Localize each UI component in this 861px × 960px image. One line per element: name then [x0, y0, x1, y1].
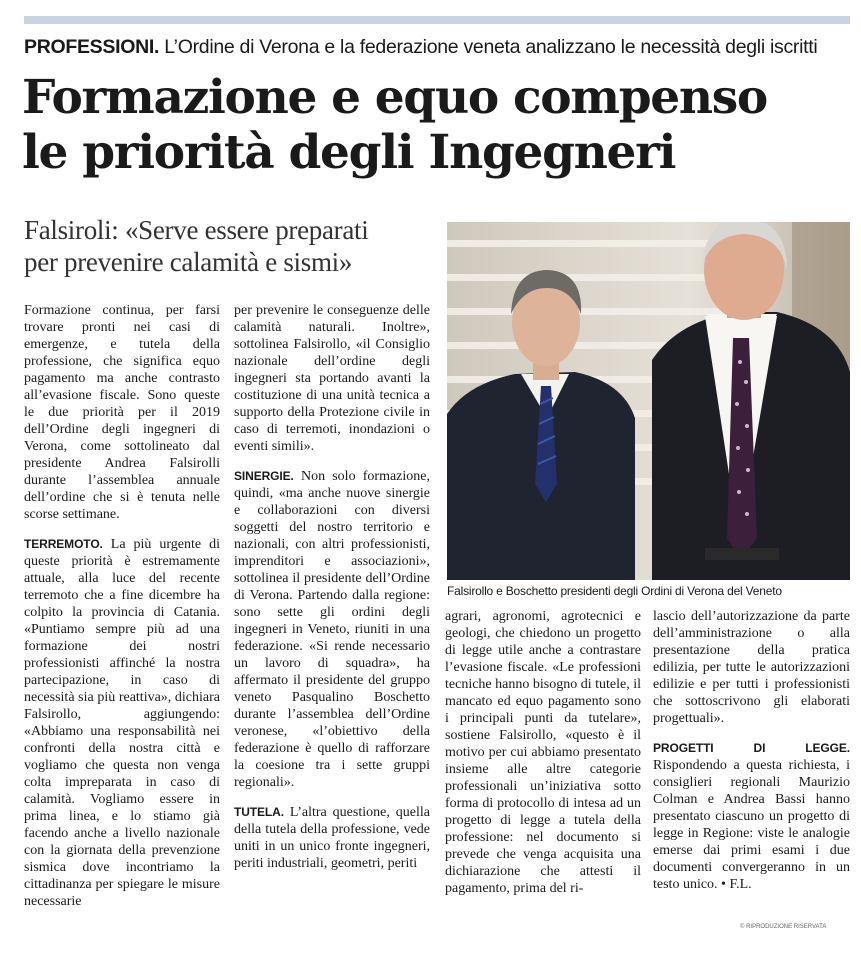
headline-line-2: le priorità degli Ingegneri: [22, 125, 676, 180]
section-progetti-di-legge: [653, 740, 850, 893]
section-terremoto: [24, 536, 220, 910]
headline: [22, 70, 852, 180]
column-2: [234, 302, 430, 885]
column-1: [24, 302, 220, 923]
section-text-sinergie: Non solo formazione, quindi, «ma anche nuove sinergie e collaborazioni con diversi soggetti del nostro territorio e nazionali, con altri professionisti, imprenditori e associazioni», sottolinea il presidente dell’Ordine di Verona. Partendo dalla regione: sono sette gli ordini degli ingegneri in Veneto, riuniti in una federazione. «Si rende necessario un lavoro di squadra», ha affermato il presidente del gruppo veneto Pasqualino Boschetto durante l’assemblea dell’Ordine veronese, «l’obiettivo della federazione è quello di rafforzare la coesione tra i sette gruppi regionali».: [234, 469, 430, 790]
section-title-terremoto: TERREMOTO.: [24, 537, 103, 551]
photo-two-men-illustration: [447, 222, 850, 580]
photo-caption: Falsirollo e Boschetto presidenti degli Ordini di Verona del Veneto: [447, 584, 782, 598]
section-text-terremoto: La più urgente di queste priorità è estremamente attuale, alla luce del recente terremoto che a fine dicembre ha colpito la provincia di Catania. «Puntiamo sempre più ad una formazione dei nostri professionisti affinché la nostra partecipazione, in caso di necessità sia più reattiva», dichiara Falsirollo, aggiungendo: «Abbiamo una responsabilità nei confronti della nostra città e vogliamo che questa non venga colta impreparata in caso di calamità. Vogliamo essere in prima linea, e lo stiamo già facendo anche a livello nazionale con la giornata della prevenzione sismica dove incontriamo la cittadinanza per spiegare le misure necessarie: [24, 537, 220, 909]
copyright-notice: © RIPRODUZIONE RISERVATA: [740, 924, 827, 930]
section-sinergie: [234, 468, 430, 791]
column-4: [653, 608, 850, 906]
subheadline-line-1: Falsiroli: «Serve essere preparati: [24, 215, 369, 245]
subheadline: [24, 214, 444, 278]
section-text-progetti-di-legge: Rispondendo a questa richiesta, i consiglieri regionali Maurizio Colman e Andrea Bassi hanno presentato ciascuno un progetto di legge in Regione: viste le analogie emerse dai primi esami i due documenti convergeranno in un testo unico. • F.L.: [653, 758, 850, 892]
section-tutela: [234, 804, 430, 872]
subheadline-line-2: per prevenire calamità e sismi»: [24, 247, 353, 277]
section-title-tutela: TUTELA.: [234, 805, 284, 819]
section-title-progetti-di-legge: PROGETTI DI LEGGE.: [653, 741, 850, 755]
kicker-text: L’Ordine di Verona e la federazione veneta analizzano le necessità degli iscritti: [159, 36, 818, 58]
article-photo: [447, 222, 850, 580]
section-title-sinergie: SINERGIE.: [234, 469, 294, 483]
paragraph-continued-3: agrari, agronomi, agrotecnici e geologi, che chiedono un progetto di legge utile anche a contrastare l’evasione fiscale. «Le professioni tecniche hanno bisogno di tutele, il mancato ed equo pagamento sono i principali punti da tutelare», sostiene Falsirollo, «questo è il motivo per cui abbiamo presentato insieme alle altre categorie professionali un’iniziativa sotto forma di protocollo di intesa ad un progetto di legge a tutela della professione: nel documento si prevede che venga acquisita una dichiarazione che attesti il pagamento, prima del ri-: [445, 609, 641, 896]
kicker-lead: PROFESSIONI.: [24, 36, 160, 58]
kicker: [24, 36, 854, 59]
paragraph-continued-4: lascio dell’autorizzazione da parte dell’amministrazione o alla presentazione della pratica edilizia, per tutte le autorizzazioni edilizie e per tutti i professionisti che sottoscrivono gli elaborati progettuali».: [653, 609, 850, 726]
paragraph-intro: Formazione continua, per farsi trovare pronti nei casi di emergenze, e tutela della professione, che significa equo pagamento ma anche contrasto all’evasione fiscale. Sono queste le due priorità per il 2019 dell’Ordine degli ingegneri di Verona, come sottolineato dal presidente Andrea Falsirolli durante l’assemblea annuale dell’ordine che si è tenuta nelle scorse settimane.: [24, 303, 220, 522]
paragraph-continued-2: per prevenire le conseguenze delle calamità naturali. Inoltre», sottolinea Falsirollo, «il Consiglio nazionale dell’ordine degli ingegneri sta portando avanti la costituzione di una unità tecnica a supporto della Protezione civile in caso di terremoti, inondazioni o eventi simili».: [234, 303, 430, 454]
top-rule: [24, 16, 850, 24]
column-3: [445, 608, 641, 910]
headline-line-1: Formazione e equo compenso: [22, 70, 767, 125]
section-text-tutela: L’altra questione, quella della tutela della professione, vede uniti in un unico fronte ingegneri, periti industriali, geometri, periti: [234, 805, 430, 871]
